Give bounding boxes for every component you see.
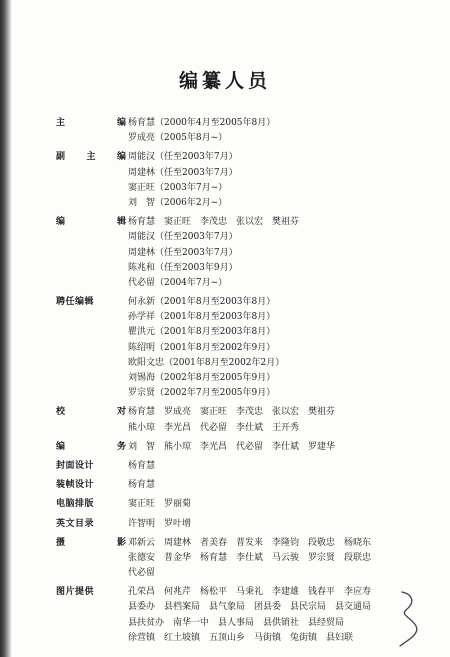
role-label	[56, 421, 128, 436]
role-label	[56, 600, 128, 615]
role-label	[56, 230, 128, 245]
role-members: 何永新（2001年8月至2003年8月）	[128, 297, 276, 308]
role-members: 杨育慧	[128, 480, 156, 491]
role-members: 熊小琼 李光昌 代必留 李仕斌 王开秀	[128, 422, 300, 433]
roster-row	[56, 215, 436, 230]
role-label: 摄 影	[56, 537, 126, 548]
role-members: 周能汉（任至2003年7月）	[128, 152, 238, 163]
role-members: 杨育慧 罗成亮 窦正旺 李茂忠 张以宏 樊祖芬	[128, 407, 336, 418]
roster-row	[56, 631, 436, 646]
roster-row	[56, 276, 436, 291]
role-label	[56, 386, 128, 401]
role-members: 刘 智（2006年2月~）	[128, 197, 228, 208]
role-label	[56, 246, 128, 261]
roster-row	[56, 116, 436, 131]
role-members: 陈兆和（任至2003年9月）	[128, 262, 238, 273]
role-label	[56, 131, 128, 146]
role-label: 电脑排版	[56, 499, 95, 510]
role-label	[56, 196, 128, 211]
role-label: 校 对	[56, 407, 126, 418]
roster-row	[56, 295, 436, 310]
role-label: 英文目录	[56, 518, 95, 529]
roster-row	[56, 356, 436, 371]
role-label	[56, 341, 128, 356]
role-members: 张德安 普金华 杨育慧 李仕斌 马云骏 罗宗贤 段联忠	[128, 552, 372, 563]
role-members: 县委办 县档案局 县气象局 团县委 县民宗局 县交通局	[128, 602, 372, 613]
roster-row	[56, 386, 436, 401]
role-members: 窦正旺（2003年7月~）	[128, 182, 228, 193]
roster-row	[56, 150, 436, 165]
role-label	[56, 551, 128, 566]
role-label	[56, 356, 128, 371]
roster-row	[56, 230, 436, 245]
page-title: 编纂人员	[178, 70, 271, 92]
roster-row	[56, 478, 436, 493]
role-label: 副 主 编	[56, 152, 126, 163]
role-members: 周建林（任至2003年7月）	[128, 167, 238, 178]
roster-row	[56, 536, 436, 551]
role-label: 编 务	[56, 441, 126, 452]
roster-row	[56, 405, 436, 420]
role-members: 周能汉（任至2003年7月）	[128, 232, 238, 243]
role-members: 邓新云 周建林 者美春 普发来 李隆钧 段敬忠 杨晓东	[128, 537, 372, 548]
role-label: 主 编	[56, 118, 126, 128]
role-members: 周建林（任至2003年7月）	[128, 247, 238, 258]
roster-row	[56, 517, 436, 532]
roster-row	[56, 246, 436, 261]
roster-row	[56, 181, 436, 196]
roster-row	[56, 566, 436, 581]
role-label	[56, 261, 128, 276]
role-members: 代必留（2004年7月~）	[128, 277, 228, 288]
role-members: 罗宗贤（2002年7月至2005年9月）	[128, 388, 276, 399]
role-label	[56, 566, 128, 581]
roster-row	[56, 131, 436, 146]
role-members: 徐营镇 红土坡镇 五顶山乡 马街镇 兔街镇 县妇联	[128, 632, 354, 643]
role-members: 杨育慧 窦正旺 李茂忠 张以宏 樊祖芬	[128, 217, 300, 228]
role-label: 图片提供	[56, 587, 95, 598]
roster-row	[56, 325, 436, 340]
roster-row	[56, 261, 436, 276]
role-members: 陈绍明（2001年8月至2002年9月）	[128, 342, 276, 353]
roster-row	[56, 166, 436, 181]
roster-row	[56, 310, 436, 325]
role-members: 刘锡海（2002年8月至2005年9月）	[128, 373, 276, 383]
roster-row	[56, 341, 436, 356]
roster-row	[56, 196, 436, 211]
role-label	[56, 181, 128, 196]
role-members: 孙学祥（2001年8月至2003年8月）	[128, 312, 276, 323]
role-members: 罗成亮（2005年8月~）	[128, 133, 228, 144]
roster-row	[56, 440, 436, 455]
roster-row	[56, 600, 436, 615]
roster-row	[56, 585, 436, 600]
role-members: 代必留	[128, 568, 156, 579]
handwritten-mark	[398, 588, 422, 648]
editorial-roster	[56, 116, 436, 646]
role-label	[56, 616, 128, 631]
role-members: 杨育慧（2000年4月至2005年8月）	[128, 118, 276, 128]
role-members: 孔荣昌 何兆芹 杨松平 马秉礼 李建雄 钱春平 李应寿	[128, 587, 372, 598]
role-label	[56, 325, 128, 340]
role-members: 杨育慧	[128, 460, 156, 471]
role-label: 编 辑	[56, 217, 126, 228]
page-binding-edge	[0, 0, 12, 657]
role-label: 装帧设计	[56, 480, 95, 491]
role-label	[56, 371, 128, 386]
role-label	[56, 631, 128, 646]
role-label	[56, 276, 128, 291]
role-members: 县扶贫办 南华一中 县人事局 县供销社 县经贸局	[128, 617, 345, 628]
roster-row	[56, 497, 436, 512]
role-label: 封面设计	[56, 460, 95, 471]
role-members: 许智明 罗叶增	[128, 518, 192, 529]
roster-row	[56, 459, 436, 474]
roster-row	[56, 421, 436, 436]
role-label: 聘任编辑	[56, 297, 95, 308]
role-label	[56, 166, 128, 181]
roster-row	[56, 371, 436, 386]
roster-row	[56, 551, 436, 566]
role-members: 瞿洪元（2001年8月至2003年8月）	[128, 327, 276, 338]
role-label	[56, 310, 128, 325]
roster-row	[56, 616, 436, 631]
role-members: 刘 智 熊小琼 李光昌 代必留 李仕斌 罗建华	[128, 441, 336, 452]
role-members: 欧阳文忠（2001年8月至2002年2月）	[128, 357, 285, 368]
role-members: 窦正旺 罗丽菊	[128, 499, 192, 510]
